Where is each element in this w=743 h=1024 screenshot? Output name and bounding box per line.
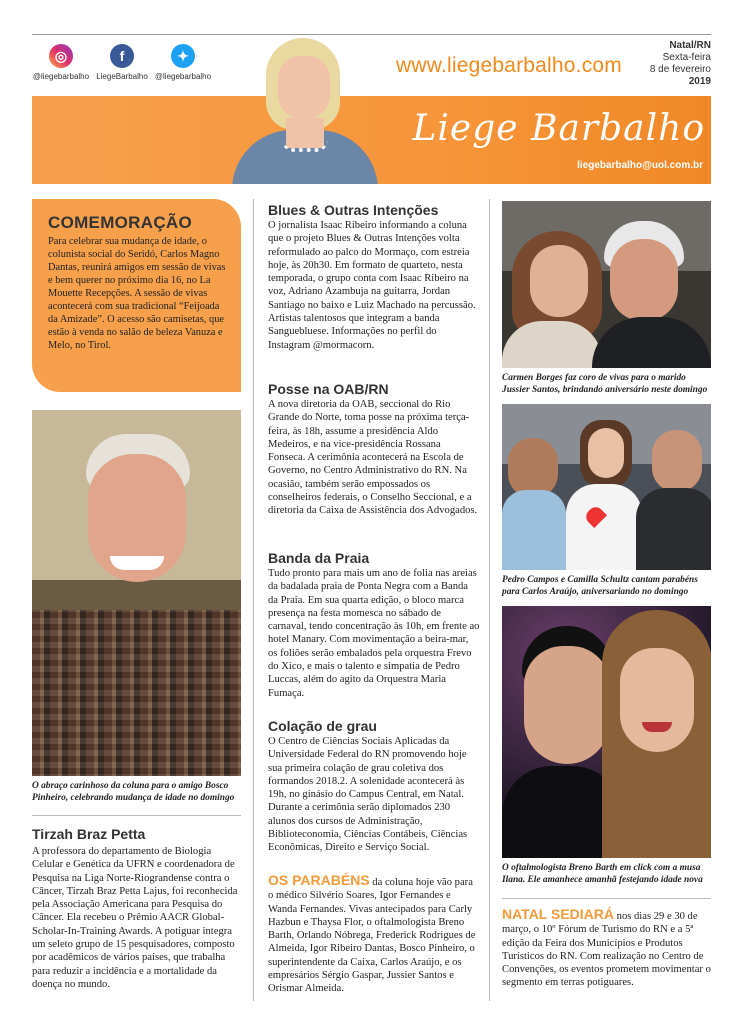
article-oab bbox=[268, 381, 480, 518]
colacao-text: O Centro de Ciências Sociais Aplicadas da Universidade Federal do RN promovendo hoje sua primeira colação de grau coletiva dos formandos 2018.2. A solenidade acontecerá às 19h, no ginásio do Campus Central, em Natal. Durante a cerimônia serão diplomados 230 alunos dos cursos de Administração, Biblioteconomia, Ciências Contábeis, Ciências Econômicas, Direito e Serviço Social. bbox=[268, 736, 468, 854]
photo-bosco-pinheiro bbox=[32, 410, 241, 776]
caption-carmen-jussier: Carmen Borges faz coro de vivas para o marido Jussier Santos, brindando aniversário neste domingo bbox=[502, 373, 708, 395]
comemoracao-text: Para celebrar sua mudança de idade, o colunista social do Seridó, Carlos Magno Dantas, reunirá amigos em sessão de vivas e bem querer no próximo dia 16, no La Mouette Recepções. A sessão de vivas acontecerá com sua tradicional “Feijoada da Amizade”. O acesso são camisetas, que estão à venda no salão de beleza Vanuza e Melo, no Tirol. bbox=[48, 236, 226, 351]
comemoracao-title: COMEMORAÇÃO bbox=[48, 213, 193, 232]
caption-breno-ilana: O oftalmologista Breno Barth em click com a musa Ilana. Ele amanhece amanhã festejando idade nova bbox=[502, 863, 703, 885]
photo-pedro-camilla-carlos bbox=[502, 404, 711, 570]
dateline-city: Natal/RN bbox=[669, 40, 711, 51]
divider bbox=[502, 898, 711, 899]
column-divider-right bbox=[489, 199, 490, 1001]
twitter-handle: @liegebarbalho bbox=[154, 72, 212, 81]
article-colacao bbox=[268, 718, 480, 855]
article-parabens bbox=[268, 874, 480, 996]
banda-title: Banda da Praia bbox=[268, 550, 370, 566]
social-facebook[interactable] bbox=[87, 44, 157, 81]
contact-email[interactable]: liegebarbalho@uol.com.br bbox=[577, 160, 703, 171]
article-banda bbox=[268, 550, 480, 700]
dateline-weekday: Sexta-feira bbox=[662, 52, 711, 63]
twitter-icon[interactable]: ✦ bbox=[171, 44, 195, 68]
instagram-handle: @liegebarbalho bbox=[32, 72, 90, 81]
banda-text: Tudo pronto para mais um ano de folia nas areias da badalada praia de Ponta Negra com a Banda da Praia. Em sua quarta edição, o bloco marca presença na festa momesca no sábado de carnaval, tendo concentração às 10h, em frente ao hotel Manary. Com movimentação a beira-mar, os foliões serão embalados pela orquestra Frevo do Xico, e mais o talento e simpatia de Pedro Luccas, além do agito da Orquestra Maria Fumaça. bbox=[268, 568, 480, 699]
dateline-date: 8 de fevereiro bbox=[649, 64, 711, 75]
facebook-handle: LiegeBarbalho bbox=[96, 72, 148, 81]
facebook-icon[interactable]: f bbox=[110, 44, 134, 68]
caption-bosco-pinheiro: O abraço carinhoso da coluna para o amigo Bosco Pinheiro, celebrando mudança de idade no domingo bbox=[32, 781, 235, 803]
comemoracao-box bbox=[32, 199, 241, 392]
photo-carmen-jussier bbox=[502, 201, 711, 368]
instagram-icon[interactable]: ◎ bbox=[49, 44, 73, 68]
photo-breno-ilana bbox=[502, 606, 711, 858]
column-divider-left bbox=[253, 199, 254, 1001]
article-blues bbox=[268, 202, 480, 352]
tirzah-title: Tirzah Braz Petta bbox=[32, 826, 146, 842]
divider bbox=[32, 815, 241, 816]
oab-text: A nova diretoria da OAB, seccional do Rio Grande do Norte, toma posse na próxima terça-feira, às 18h, assume a presidência Aldo Medeiros, e na vice-presidência Rossana Fonseca. A cerimônia acontecerá na Escola de Governo, no Centro Administrativo do RN. Na ocasião, também serão empossados os conselheiros federais, o Conselho Seccional, e a diretoria da Caixa de Assistência dos Advogados. bbox=[268, 399, 478, 517]
colacao-title: Colação de grau bbox=[268, 718, 377, 734]
parabens-lead: OS PARABÉNS bbox=[268, 872, 370, 888]
dateline bbox=[650, 40, 711, 88]
caption-pedro-camilla-carlos: Pedro Campos e Camilla Schultz cantam parabéns para Carlos Araújo, aniversariando no domingo bbox=[502, 575, 698, 597]
parabens-text: da coluna hoje vão para o médico Silvério Soares, Igor Fernandes e Wanda Fernandes. Vivas antecipados para Carly Hazbun e Thaysa Flor, o oftalmologista Breno Barth, Orlando Nóbrega, Frederick Rodrigues de Almeida, Igor Ribeiro Dantas, Bosco Pinheiro, o superintendente da Caixa, Carlos Araújo, e os empresários Sérgio Gaspar, Jussier Santos e Orismar Almeida. bbox=[268, 877, 476, 995]
top-rule bbox=[32, 34, 711, 35]
article-natal-sediara bbox=[502, 908, 714, 990]
dateline-year: 2019 bbox=[688, 76, 711, 87]
social-instagram[interactable] bbox=[26, 44, 96, 81]
natal-text: nos dias 29 e 30 de março, o 10º Fórum de Turismo do RN e a 5ª edição da Feira dos Municípios e Produtos Turísticos do RN. Com realização no Centro de Convenções, os eventos prometem movimentar o segmento em terras potiguares. bbox=[502, 911, 711, 989]
tirzah-text: A professora do departamento de Biologia Celular e Genética da UFRN e coordenadora de Pesquisa na Liga Norte-Riograndense contra o Câncer, Tirzah Braz Petta Lajus, foi reconhecida pela Associação Americana para Pesquisa do Câncer. Ela recebeu o Prêmio AACR Global-Scholar-In-Training Awards. A potiguar integra um seleto grupo de 15 pesquisadores, composto por acadêmicos de vários países, que trabalha para reduzir a incidência e a mortalidade da doença no mundo. bbox=[32, 846, 238, 990]
blues-title: Blues & Outras Intenções bbox=[268, 202, 439, 218]
column-title: Liege Barbalho bbox=[412, 108, 705, 149]
blues-text: O jornalista Isaac Ribeiro informando a coluna que o projeto Blues & Outras Intenções volta reformulado ao palco do Mormaço, com estreia hoje, às 20h30. Em formato de quarteto, nesta temporada, o grupo conta com Isaac Ribeiro na voz, Adriano Azambuja na guitarra, Jordan Santiago no baixo e Luiz Machado na percussão. Artistas talentosos que integram a banda Sanguebluese. Informações no perfil do Instagram @mormacorn. bbox=[268, 220, 476, 351]
columnist-portrait bbox=[232, 36, 378, 184]
site-url[interactable]: www.liegebarbalho.com bbox=[396, 54, 622, 77]
oab-title: Posse na OAB/RN bbox=[268, 381, 389, 397]
article-tirzah bbox=[32, 826, 244, 991]
natal-lead: NATAL SEDIARÁ bbox=[502, 906, 614, 922]
social-twitter[interactable] bbox=[148, 44, 218, 81]
